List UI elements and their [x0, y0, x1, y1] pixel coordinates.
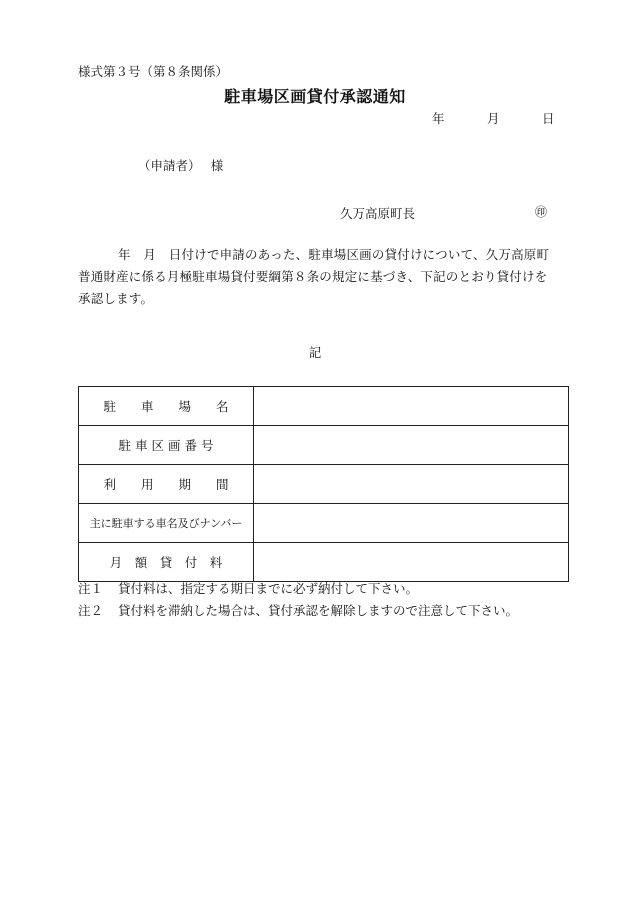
table-row: [79, 543, 569, 582]
row-label-vehicle: 主に駐車する車名及びナンバー: [79, 504, 254, 543]
issuer-name: 久万高原町長: [340, 206, 416, 221]
table-row: [79, 387, 569, 426]
date-month: 月: [487, 111, 500, 126]
row-label-space-number: 駐 車 区 画 番 号: [79, 426, 254, 465]
row-value-space-number: [254, 426, 569, 465]
record-heading: 記: [308, 345, 322, 360]
row-label-usage-period: 利 用 期 間: [79, 465, 254, 504]
table-row: [79, 465, 569, 504]
note-2: [78, 600, 518, 622]
row-value-parking-name: [254, 387, 569, 426]
row-value-monthly-fee: [254, 543, 569, 582]
date-line: [432, 109, 555, 127]
seal-mark: ㊞: [535, 205, 548, 219]
document-title: 駐車場区画貸付承認通知: [224, 87, 406, 106]
addressee: （申請者） 様: [138, 158, 224, 173]
note-1: [78, 578, 518, 600]
table-row: [79, 504, 569, 543]
date-year: 年: [432, 111, 445, 126]
row-label-parking-name: 駐 車 場 名: [79, 387, 254, 426]
form-number: 様式第３号（第８条関係）: [78, 64, 229, 79]
row-value-vehicle: [254, 504, 569, 543]
note-1-text: 貸付料は、指定する期日までに必ず納付して下さい。: [118, 581, 419, 596]
note-2-text: 貸付料を滞納した場合は、貸付承認を解除しますので注意して下さい。: [118, 603, 519, 618]
notes: [78, 578, 518, 622]
note-2-id: 注２: [78, 603, 104, 618]
table-row: [79, 426, 569, 465]
details-table: [78, 386, 569, 582]
note-1-id: 注１: [78, 581, 104, 596]
date-day: 日: [542, 111, 555, 126]
row-value-usage-period: [254, 465, 569, 504]
body-paragraph: 年 月 日付けで申請のあった、駐車場区画の貸付けについて、久万高原町普通財産に係る月極駐車場貸付要綱第８条の規定に基づき、下記のとおり貸付けを承認します。: [78, 247, 550, 306]
row-label-monthly-fee: 月 額 貸 付 料: [79, 543, 254, 582]
